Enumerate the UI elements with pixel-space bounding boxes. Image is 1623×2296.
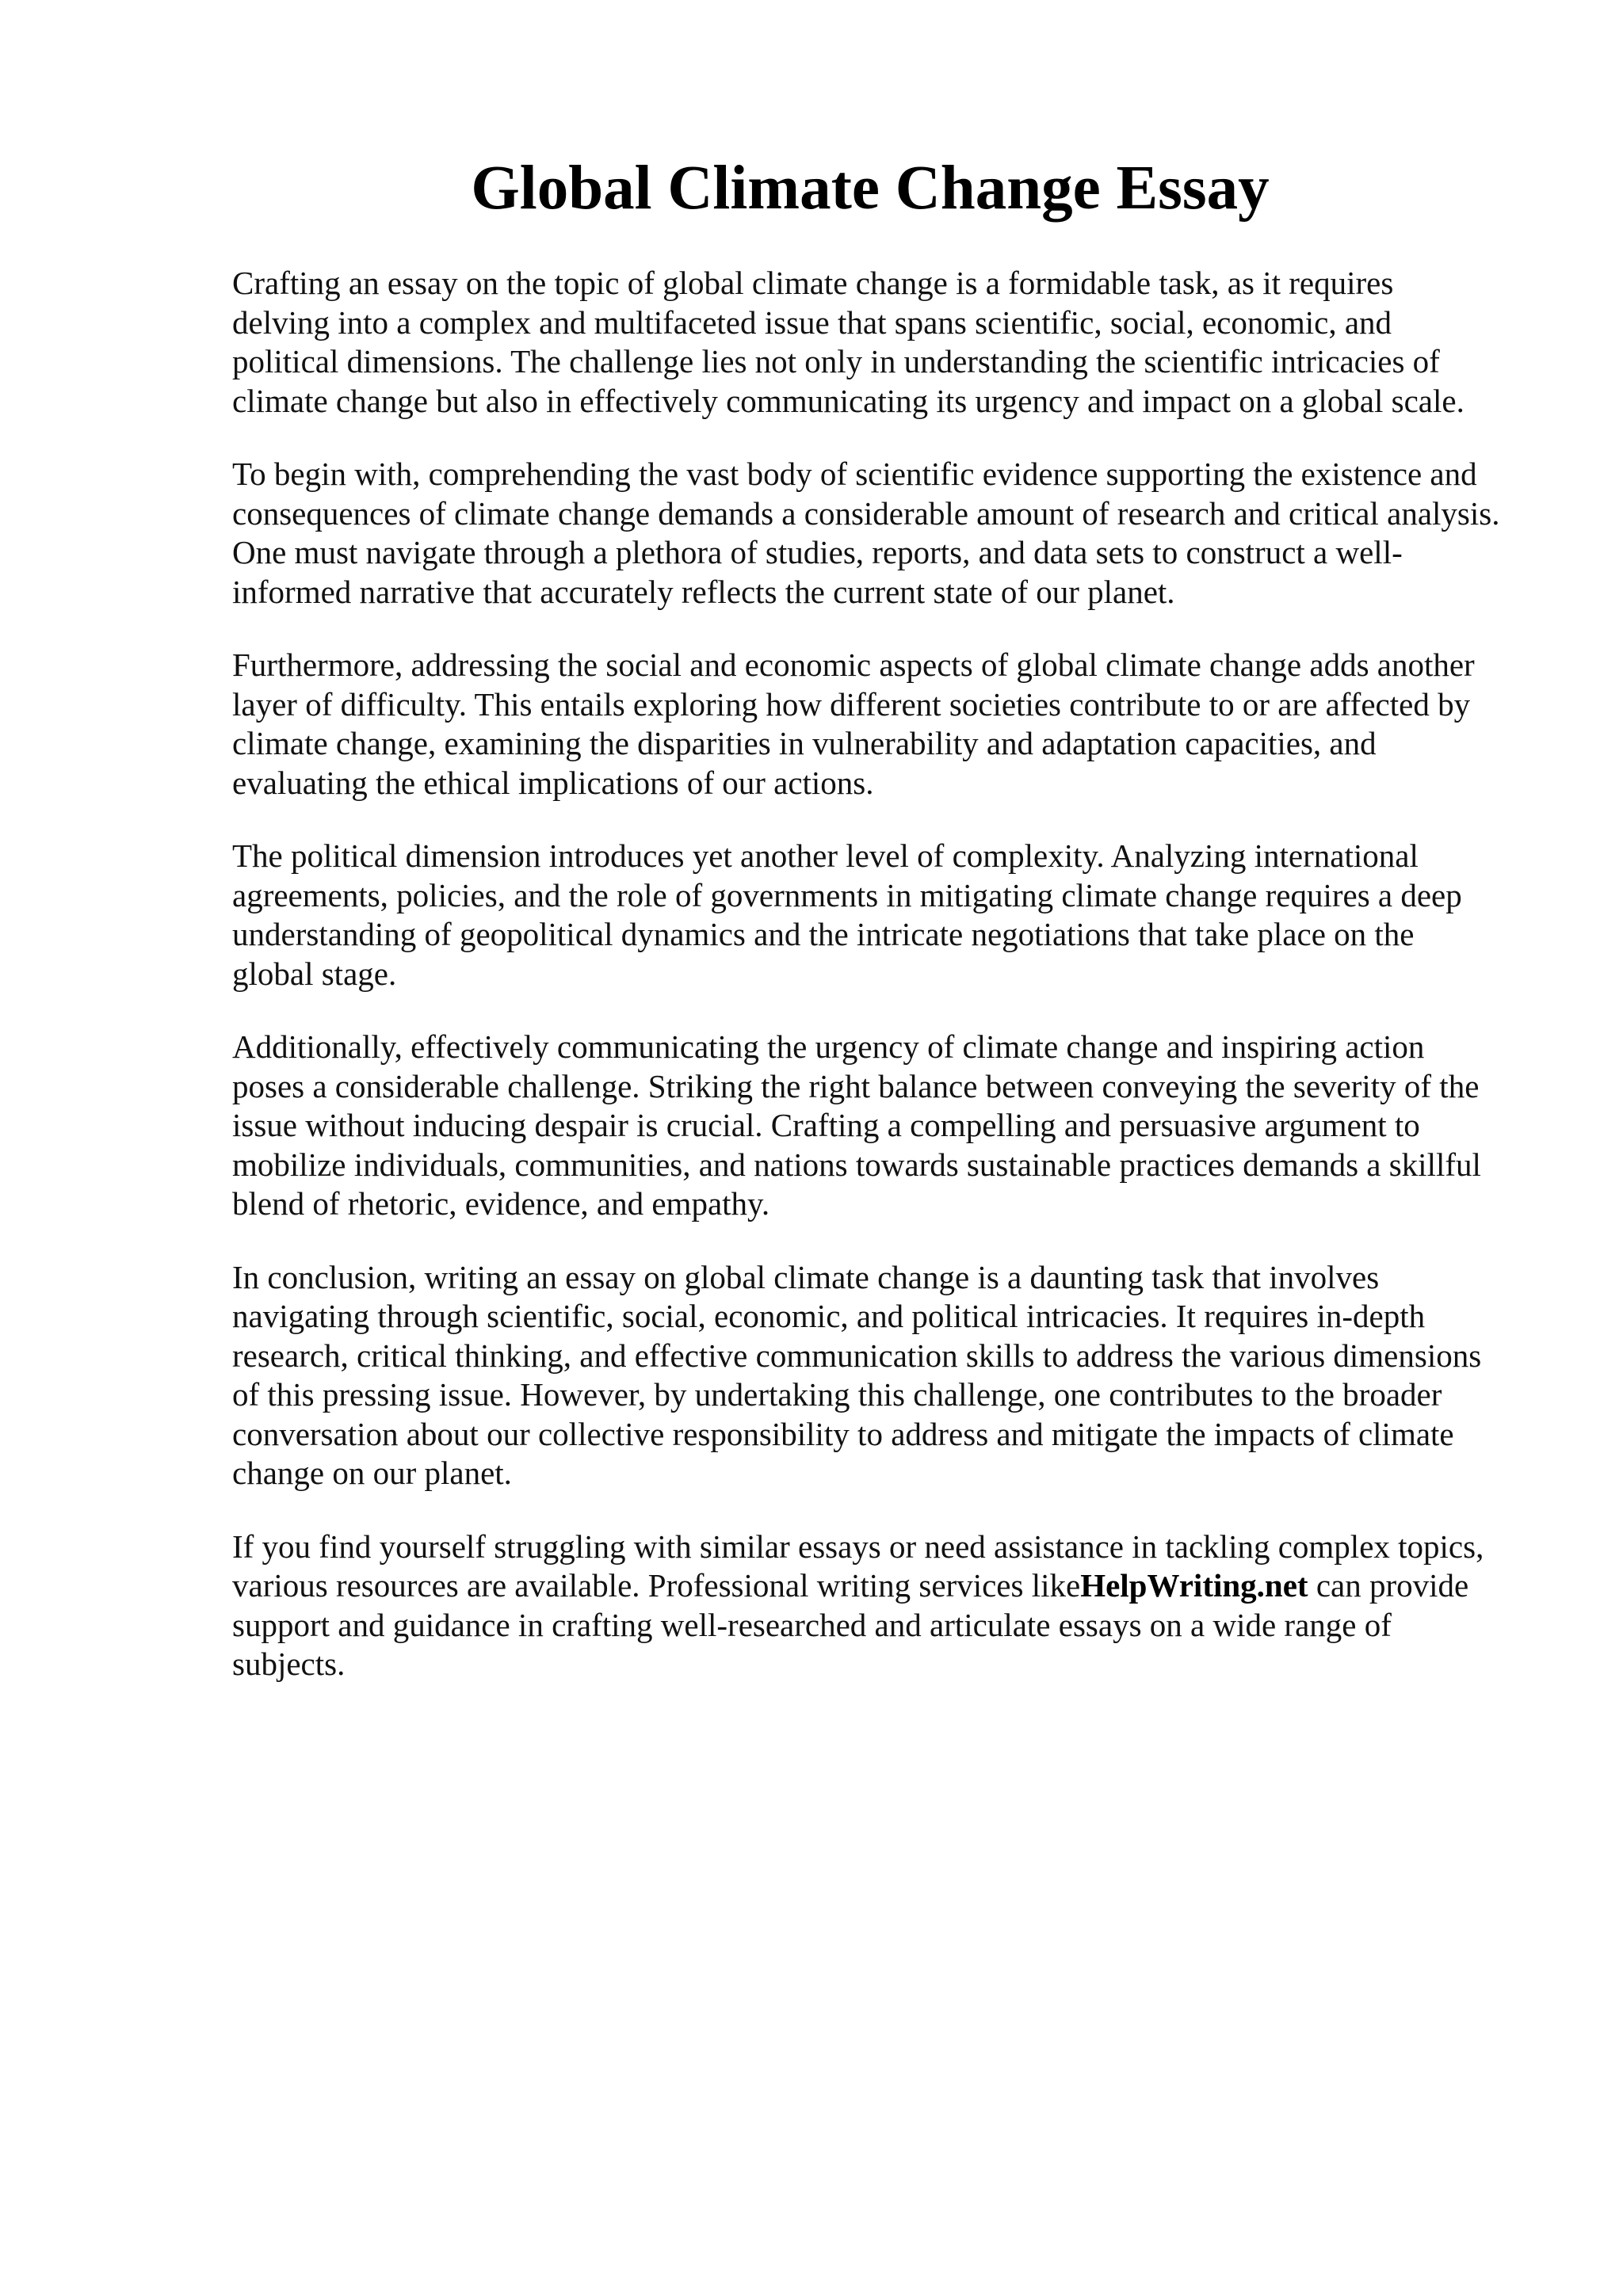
paragraph-7 xyxy=(232,1527,1548,1684)
line-text-before-link: various resources are available. Professional writing services like xyxy=(232,1567,1081,1604)
paragraph-6 xyxy=(232,1258,1548,1493)
paragraph-line: informed narrative that accurately reflects the current state of our planet. xyxy=(232,573,1175,610)
paragraph-line: issue without inducing despair is crucial. Crafting a compelling and persuasive argument to xyxy=(232,1107,1420,1143)
paragraph-line: Crafting an essay on the topic of global climate change is a formidable task, as it requires xyxy=(232,265,1394,301)
paragraph-line: mobilize individuals, communities, and nations towards sustainable practices demands a skillful xyxy=(232,1146,1481,1183)
paragraph-line: political dimensions. The challenge lies not only in understanding the scientific intricacies of xyxy=(232,343,1440,379)
paragraph-line: navigating through scientific, social, economic, and political intricacies. It requires in-depth xyxy=(232,1298,1426,1334)
paragraph-line: poses a considerable challenge. Striking the right balance between conveying the severity of the xyxy=(232,1067,1480,1104)
paragraph-line: consequences of climate change demands a considerable amount of research and critical analysis. xyxy=(232,494,1500,532)
paragraph-line: climate change, examining the disparities in vulnerability and adaptation capacities, and xyxy=(232,725,1377,761)
paragraph-line: If you find yourself struggling with similar essays or need assistance in tackling complex topics, xyxy=(232,1527,1484,1565)
paragraph-line: Furthermore, addressing the social and economic aspects of global climate change adds another xyxy=(232,646,1475,683)
paragraph-line: Additionally, effectively communicating the urgency of climate change and inspiring action xyxy=(232,1028,1425,1065)
paragraph-line: of this pressing issue. However, by undertaking this challenge, one contributes to the broader xyxy=(232,1376,1442,1413)
paragraph-3 xyxy=(232,646,1548,803)
paragraph-line: evaluating the ethical implications of our actions. xyxy=(232,764,874,801)
paragraph-line: understanding of geopolitical dynamics and the intricate negotiations that take place on the xyxy=(232,916,1415,952)
document-title: Global Climate Change Essay xyxy=(471,154,1270,223)
helpwriting-link[interactable]: HelpWriting.net xyxy=(1080,1567,1308,1604)
paragraph-line: conversation about our collective responsibility to address and mitigate the impacts of climate xyxy=(232,1415,1454,1452)
paragraph-line: To begin with, comprehending the vast body of scientific evidence supporting the existence and xyxy=(232,456,1477,492)
paragraph-line: The political dimension introduces yet another level of complexity. Analyzing international xyxy=(232,837,1419,874)
paragraph-line: blend of rhetoric, evidence, and empathy. xyxy=(232,1185,770,1222)
paragraph-line: support and guidance in crafting well-researched and articulate essays on a wide range of xyxy=(232,1606,1392,1643)
paragraph-2 xyxy=(232,455,1548,612)
paragraph-line: One must navigate through a plethora of studies, reports, and data sets to construct a well- xyxy=(232,534,1403,570)
essay-body xyxy=(232,264,1548,1718)
paragraph-line: subjects. xyxy=(232,1646,346,1682)
paragraph-5 xyxy=(232,1028,1548,1224)
paragraph-line: climate change but also in effectively communicating its urgency and impact on a global scale. xyxy=(232,382,1465,419)
paragraph-line: agreements, policies, and the role of governments in mitigating climate change requires a deep xyxy=(232,876,1462,913)
paragraph-line: layer of difficulty. This entails exploring how different societies contribute to or are affected by xyxy=(232,685,1471,723)
paragraph-4 xyxy=(232,837,1548,994)
line-text-after-link: can provide xyxy=(1308,1567,1469,1604)
paragraph-1 xyxy=(232,264,1548,421)
paragraph-line: global stage. xyxy=(232,955,397,992)
paragraph-line-with-link xyxy=(232,1566,1548,1606)
paragraph-line: delving into a complex and multifaceted issue that spans scientific, social, economic, and xyxy=(232,303,1392,341)
paragraph-line: In conclusion, writing an essay on global climate change is a daunting task that involves xyxy=(232,1258,1380,1295)
paragraph-line: research, critical thinking, and effective communication skills to address the various dimensions xyxy=(232,1337,1482,1374)
paragraph-line: change on our planet. xyxy=(232,1455,512,1491)
